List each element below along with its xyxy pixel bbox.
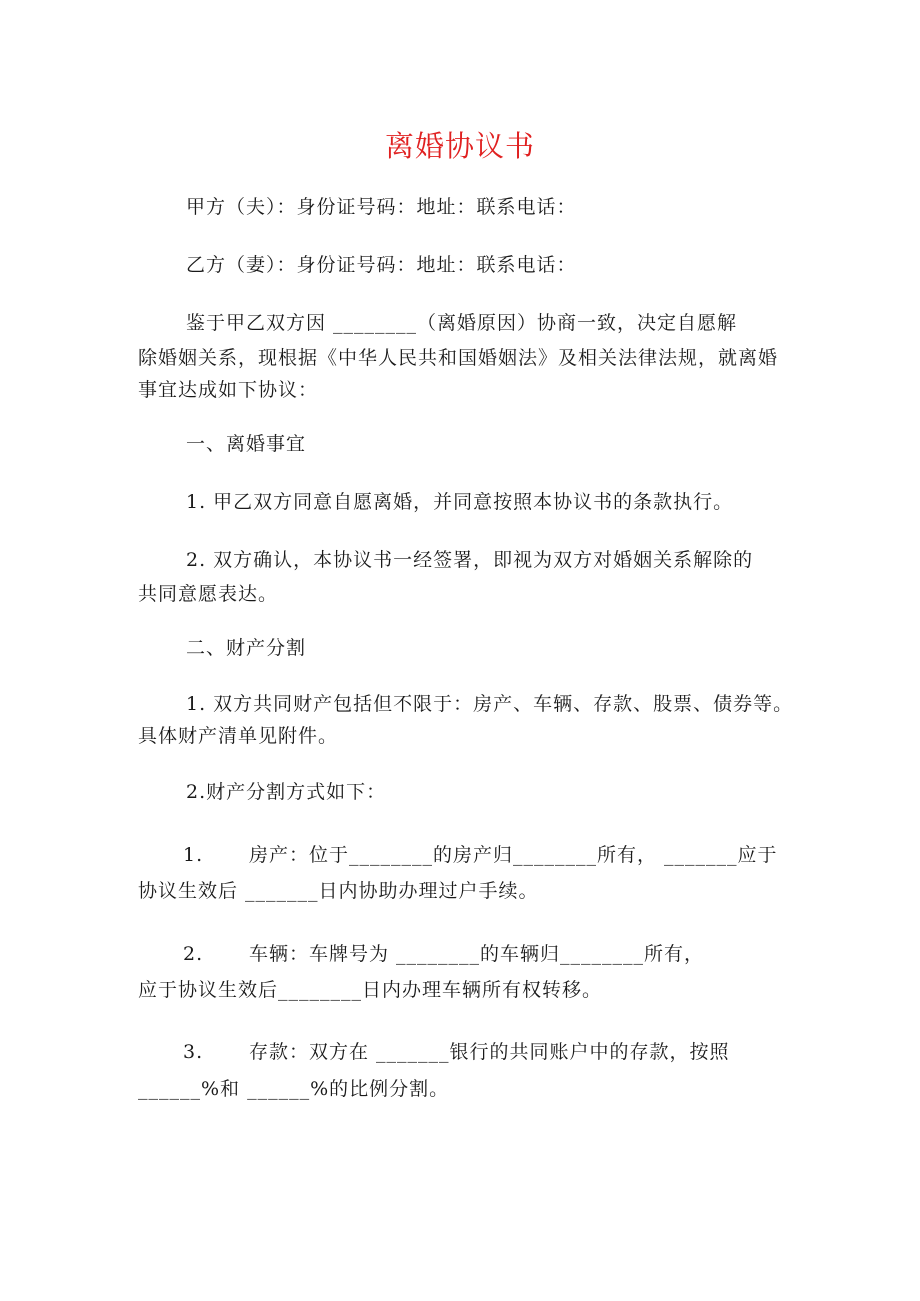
sub-item-2-continuation: 应于协议生效后________日内办理车辆所有权转移。 [138,979,603,1001]
document-title: 离婚协议书 [384,129,535,163]
sub-item-2-number: 2. [183,943,204,965]
section-2-item-2: 2.财产分割方式如下： [186,781,387,803]
sub-item-3-text: 存款：双方在 _______银行的共同账户中的存款，按照 [249,1041,730,1063]
preamble-line-2: 除婚姻关系，现根据《中华人民共和国婚姻法》及相关法律法规，就离婚 [138,347,779,369]
section-2-item-1-line-2: 具体财产清单见附件。 [138,725,339,747]
preamble-line-3: 事宜达成如下协议： [138,379,319,401]
sub-item-1-continuation: 协议生效后 _______日内协助办理过户手续。 [138,880,539,902]
sub-item-3-continuation: ______%和 ______%的比例分割。 [138,1078,450,1100]
party-a-line: 甲方（夫）：身份证号码：地址：联系电话： [186,196,577,218]
preamble-line-1: 鉴于甲乙双方因 ________（离婚原因）协商一致，决定自愿解 [186,312,738,334]
section-2-heading: 二、财产分割 [186,637,307,659]
sub-item-1-text: 房产：位于________的房产归________所有， _______应于 [249,844,778,866]
section-1-heading: 一、离婚事宜 [186,433,307,455]
section-2-item-1-line-1: 1. 双方共同财产包括但不限于：房产、车辆、存款、股票、债券等。 [186,693,794,715]
sub-item-1-number: 1. [183,844,204,866]
sub-item-2-text: 车辆：车牌号为 ________的车辆归________所有， [249,943,705,965]
section-1-item-2-line-2: 共同意愿表达。 [138,583,279,605]
party-b-line: 乙方（妻）：身份证号码：地址：联系电话： [186,254,577,276]
sub-item-3-number: 3. [183,1041,204,1063]
section-1-item-1: 1. 甲乙双方同意自愿离婚，并同意按照本协议书的条款执行。 [186,491,734,513]
section-1-item-2-line-1: 2. 双方确认，本协议书一经签署，即视为双方对婚姻关系解除的 [186,549,754,571]
